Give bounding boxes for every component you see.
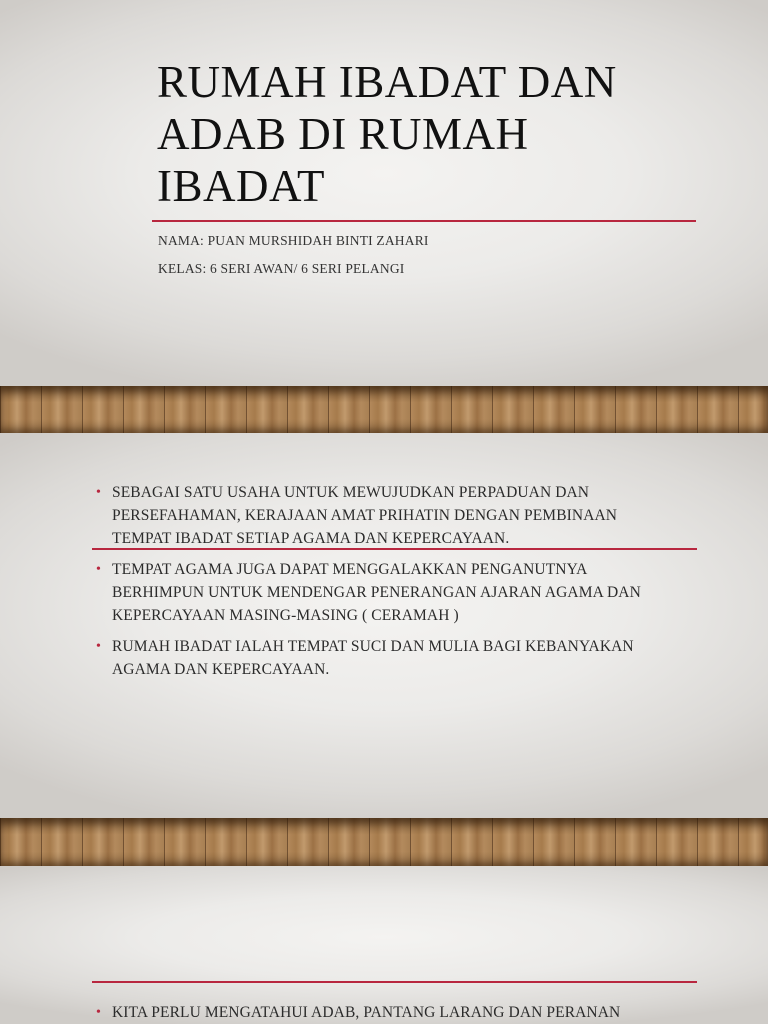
list-item-line: AGAMA DAN KEPERCAYAAN. <box>112 661 330 678</box>
content-divider <box>92 981 697 983</box>
list-item-line: TEMPAT AGAMA JUGA DAPAT MENGGALAKKAN PENGANUTNYA <box>112 561 588 578</box>
wood-floor-divider <box>0 818 768 866</box>
teacher-name: NAMA: PUAN MURSHIDAH BINTI ZAHARI <box>158 233 429 248</box>
wood-floor-divider <box>0 386 768 433</box>
title-line: RUMAH IBADAT DAN <box>157 57 617 107</box>
bullet-icon: • <box>96 1005 102 1020</box>
title-divider <box>152 220 696 222</box>
list-item-line: SEBAGAI SATU USAHA UNTUK MEWUJUDKAN PERPADUAN DAN <box>112 484 590 501</box>
title-slide <box>0 0 768 386</box>
list-item <box>96 635 676 681</box>
bullet-list <box>96 481 676 681</box>
bullet-icon: • <box>96 485 102 500</box>
slide-title <box>157 56 697 212</box>
list-item-line: KEPERCAYAAN MASING-MASING ( CERAMAH ) <box>112 607 459 624</box>
list-item <box>96 558 676 627</box>
title-line: ADAB DI RUMAH <box>157 109 529 159</box>
list-item <box>96 481 676 550</box>
list-item-line: TEMPAT IBADAT SETIAP AGAMA DAN KEPERCAYAAN. <box>112 530 510 547</box>
class-name: KELAS: 6 SERI AWAN/ 6 SERI PELANGI <box>158 261 405 276</box>
list-item-line: PERSEFAHAMAN, KERAJAAN AMAT PRIHATIN DENGAN PEMBINAAN <box>112 507 618 524</box>
list-item-line: KITA PERLU MENGATAHUI ADAB, PANTANG LARANG DAN PERANAN <box>112 1004 621 1021</box>
content-slide <box>0 433 768 818</box>
list-item-line: RUMAH IBADAT IALAH TEMPAT SUCI DAN MULIA BAGI KEBANYAKAN <box>112 638 634 655</box>
list-item <box>96 1001 676 1024</box>
bullet-list <box>96 1001 676 1024</box>
title-line: IBADAT <box>157 161 325 211</box>
list-item-line: BERHIMPUN UNTUK MENDENGAR PENERANGAN AJARAN AGAMA DAN <box>112 584 641 601</box>
bullet-icon: • <box>96 562 102 577</box>
bullet-icon: • <box>96 639 102 654</box>
next-slide <box>0 866 768 1024</box>
